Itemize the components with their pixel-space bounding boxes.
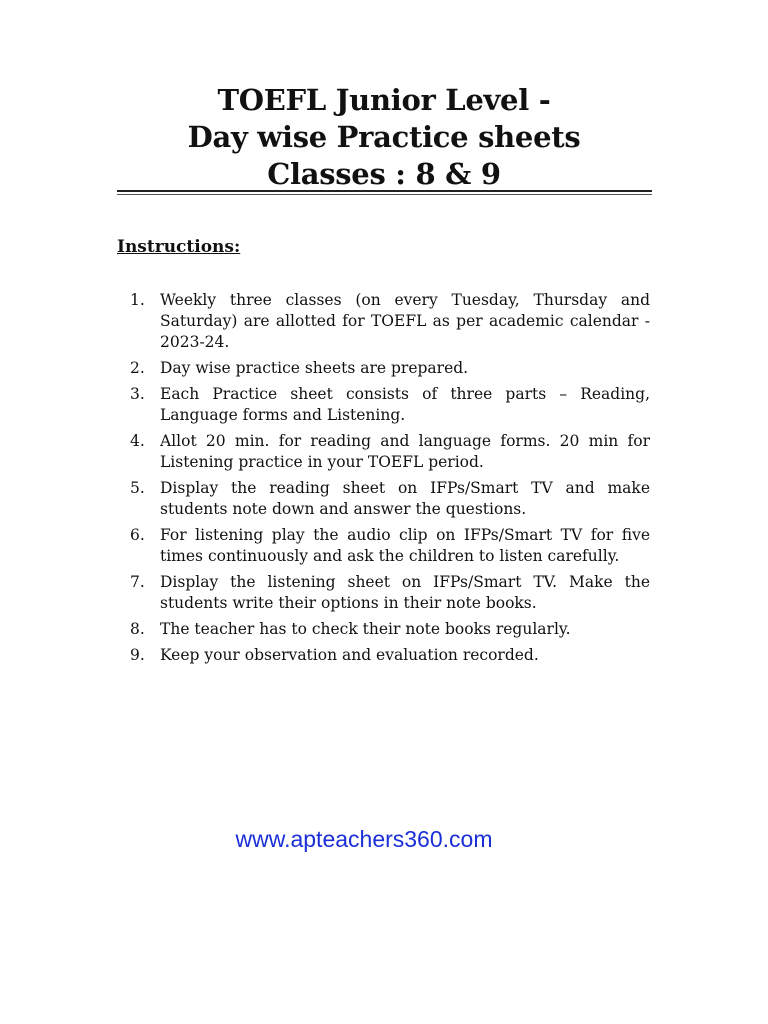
list-item-number: 7. bbox=[130, 573, 145, 591]
list-item-number: 1. bbox=[130, 291, 145, 309]
list-item-text: Allot 20 min. for reading and language forms. 20 min for Listening practice in your TOEFL period. bbox=[160, 432, 650, 471]
title-line-2: Day wise Practice sheets bbox=[187, 120, 581, 154]
list-item-number: 6. bbox=[130, 526, 145, 544]
list-item bbox=[130, 619, 650, 640]
list-item-text: Each Practice sheet consists of three parts – Reading, Language forms and Listening. bbox=[160, 385, 650, 424]
list-item bbox=[130, 572, 650, 614]
list-item bbox=[130, 525, 650, 567]
list-item-number: 5. bbox=[130, 479, 145, 497]
list-item-number: 9. bbox=[130, 646, 145, 664]
list-item-text: For listening play the audio clip on IFPs/Smart TV for five times continuously and ask the children to listen carefully. bbox=[160, 526, 650, 565]
list-item bbox=[130, 384, 650, 426]
list-item bbox=[130, 290, 650, 353]
list-item bbox=[130, 358, 650, 379]
list-item-text: Display the reading sheet on IFPs/Smart TV and make students note down and answer the questions. bbox=[160, 479, 650, 518]
instructions-heading: Instructions: bbox=[117, 237, 241, 257]
list-item bbox=[130, 645, 650, 666]
list-item-number: 2. bbox=[130, 359, 145, 377]
list-item bbox=[130, 431, 650, 473]
title-line-1: TOEFL Junior Level - bbox=[217, 83, 551, 117]
list-item bbox=[130, 478, 650, 520]
title-line-3: Classes : 8 & 9 bbox=[267, 157, 501, 191]
list-item-text: Weekly three classes (on every Tuesday, Thursday and Saturday) are allotted for TOEFL as per academic calendar - 2023-24. bbox=[160, 291, 650, 351]
list-item-text: Day wise practice sheets are prepared. bbox=[160, 359, 469, 377]
list-item-text: Keep your observation and evaluation recorded. bbox=[160, 646, 539, 664]
website-link[interactable]: www.apteachers360.com bbox=[235, 826, 493, 852]
list-item-number: 4. bbox=[130, 432, 145, 450]
document-title bbox=[0, 82, 768, 193]
list-item-number: 3. bbox=[130, 385, 145, 403]
list-item-text: Display the listening sheet on IFPs/Smart TV. Make the students write their options in their note books. bbox=[160, 573, 650, 612]
list-item-number: 8. bbox=[130, 620, 145, 638]
title-divider-secondary bbox=[117, 194, 652, 195]
title-divider bbox=[117, 190, 652, 192]
list-item-text: The teacher has to check their note books regularly. bbox=[160, 620, 571, 638]
instructions-list bbox=[130, 290, 650, 671]
